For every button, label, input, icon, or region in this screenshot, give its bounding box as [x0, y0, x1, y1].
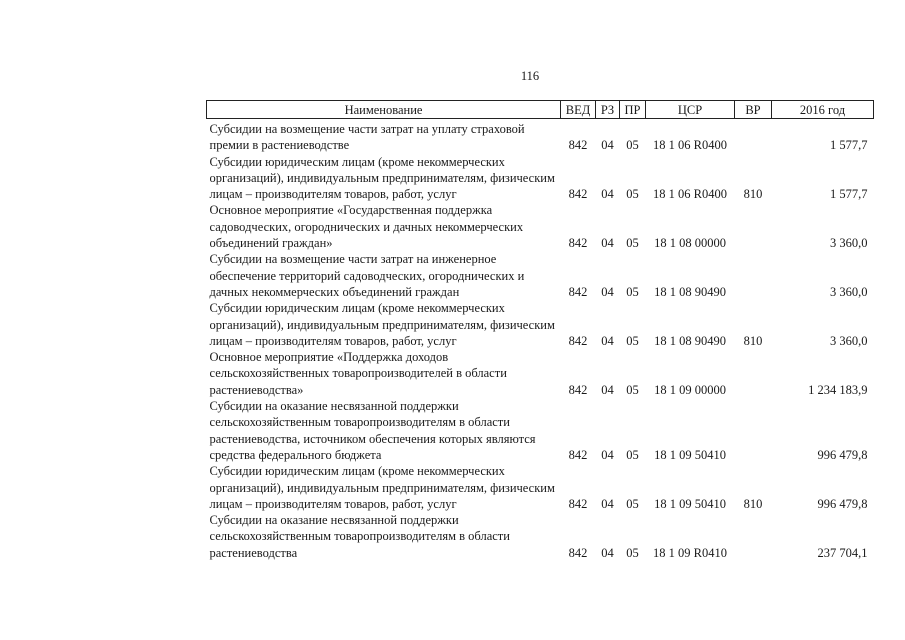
row-amount: 1 234 183,9 [808, 382, 868, 397]
row-csr: 18 1 09 50410 [654, 447, 726, 462]
row-pr: 05 [626, 236, 639, 251]
row-ved: 842 [568, 284, 588, 299]
header-csr: ЦСР [646, 101, 735, 119]
table-row [207, 251, 874, 300]
row-rz: 04 [601, 545, 614, 560]
row-vr [735, 398, 772, 463]
table-row [207, 121, 874, 154]
row-vr [735, 349, 772, 398]
row-amount: 996 479,8 [817, 496, 868, 511]
header-name: Наименование [207, 101, 561, 119]
row-amount: 996 479,8 [817, 447, 868, 462]
row-rz: 04 [601, 382, 614, 397]
row-name: Основное мероприятие «Государственная поддержка садоводческих, огороднических и дачных некоммерческих объединений граждан» [209, 203, 524, 251]
header-vr: ВР [735, 101, 772, 119]
table-row [207, 512, 874, 561]
row-name: Основное мероприятие «Поддержка доходов сельскохозяйственных товаропроизводителей в области растениеводства» [209, 350, 507, 397]
row-rz: 04 [601, 187, 614, 202]
page-number: 116 [520, 69, 540, 83]
row-amount: 1 577,7 [830, 187, 868, 202]
row-amount: 3 360,0 [830, 236, 868, 251]
row-vr: 810 [743, 187, 763, 202]
row-pr: 05 [626, 382, 639, 397]
row-rz: 04 [601, 284, 614, 299]
row-pr: 05 [626, 447, 639, 462]
row-pr: 05 [626, 187, 639, 202]
table-row [207, 463, 874, 512]
row-csr: 18 1 08 90490 [654, 284, 726, 299]
row-rz: 04 [601, 496, 614, 511]
header-pr: ПР [620, 101, 646, 119]
row-rz: 04 [601, 447, 614, 462]
row-vr [735, 512, 772, 561]
row-pr: 05 [626, 138, 639, 153]
row-ved: 842 [568, 187, 588, 202]
row-name: Субсидии на возмещение части затрат на уплату страховой премии в растениеводстве [209, 122, 525, 153]
table-row [207, 202, 874, 251]
row-name: Субсидии юридическим лицам (кроме некоммерческих организаций), индивидуальным предпринимателям, физическим лицам – производителям товаров, работ, услуг [209, 301, 555, 348]
row-vr: 810 [743, 496, 763, 511]
header-ved: ВЕД [561, 101, 596, 119]
table-row [207, 300, 874, 349]
row-ved: 842 [568, 447, 588, 462]
row-pr: 05 [626, 284, 639, 299]
row-csr: 18 1 06 R0400 [653, 187, 727, 202]
row-amount: 237 704,1 [817, 545, 868, 560]
row-rz: 04 [601, 138, 614, 153]
row-csr: 18 1 06 R0400 [653, 138, 727, 153]
row-csr: 18 1 09 00000 [654, 382, 726, 397]
header-amount: 2016 год [772, 101, 874, 119]
row-amount: 3 360,0 [830, 333, 868, 348]
row-vr [735, 251, 772, 300]
table-row [207, 398, 874, 463]
row-amount: 1 577,7 [830, 138, 868, 153]
row-name: Субсидии юридическим лицам (кроме некоммерческих организаций), индивидуальным предпринимателям, физическим лицам – производителям товаров, работ, услуг [209, 464, 555, 511]
table-header-row [207, 101, 874, 119]
header-rz: РЗ [596, 101, 620, 119]
row-amount: 3 360,0 [830, 284, 868, 299]
row-ved: 842 [568, 333, 588, 348]
row-name: Субсидии на оказание несвязанной поддержки сельскохозяйственным товаропроизводителям в области растениеводства [209, 513, 510, 560]
row-csr: 18 1 09 50410 [654, 496, 726, 511]
row-rz: 04 [601, 236, 614, 251]
row-ved: 842 [568, 545, 588, 560]
row-vr [735, 202, 772, 251]
table-row [207, 154, 874, 203]
row-pr: 05 [626, 333, 639, 348]
budget-table [206, 100, 874, 561]
row-ved: 842 [568, 496, 588, 511]
row-rz: 04 [601, 333, 614, 348]
row-csr: 18 1 08 90490 [654, 333, 726, 348]
row-csr: 18 1 08 00000 [654, 236, 726, 251]
row-ved: 842 [568, 236, 588, 251]
row-ved: 842 [568, 382, 588, 397]
row-pr: 05 [626, 545, 639, 560]
row-vr [735, 121, 772, 154]
row-vr: 810 [743, 333, 763, 348]
row-name: Субсидии на возмещение части затрат на инженерное обеспечение территорий садоводческих, огороднических и дачных некоммерческих объединений граждан [209, 252, 525, 299]
table-row [207, 349, 874, 398]
row-ved: 842 [568, 138, 588, 153]
row-pr: 05 [626, 496, 639, 511]
row-csr: 18 1 09 R0410 [653, 545, 727, 560]
row-name: Субсидии на оказание несвязанной поддержки сельскохозяйственным товаропроизводителям в области растениеводства, источником обеспечения которых являются средства федерального бюджета [209, 399, 536, 462]
row-name: Субсидии юридическим лицам (кроме некоммерческих организаций), индивидуальным предпринимателям, физическим лицам – производителям товаров, работ, услуг [209, 154, 555, 202]
